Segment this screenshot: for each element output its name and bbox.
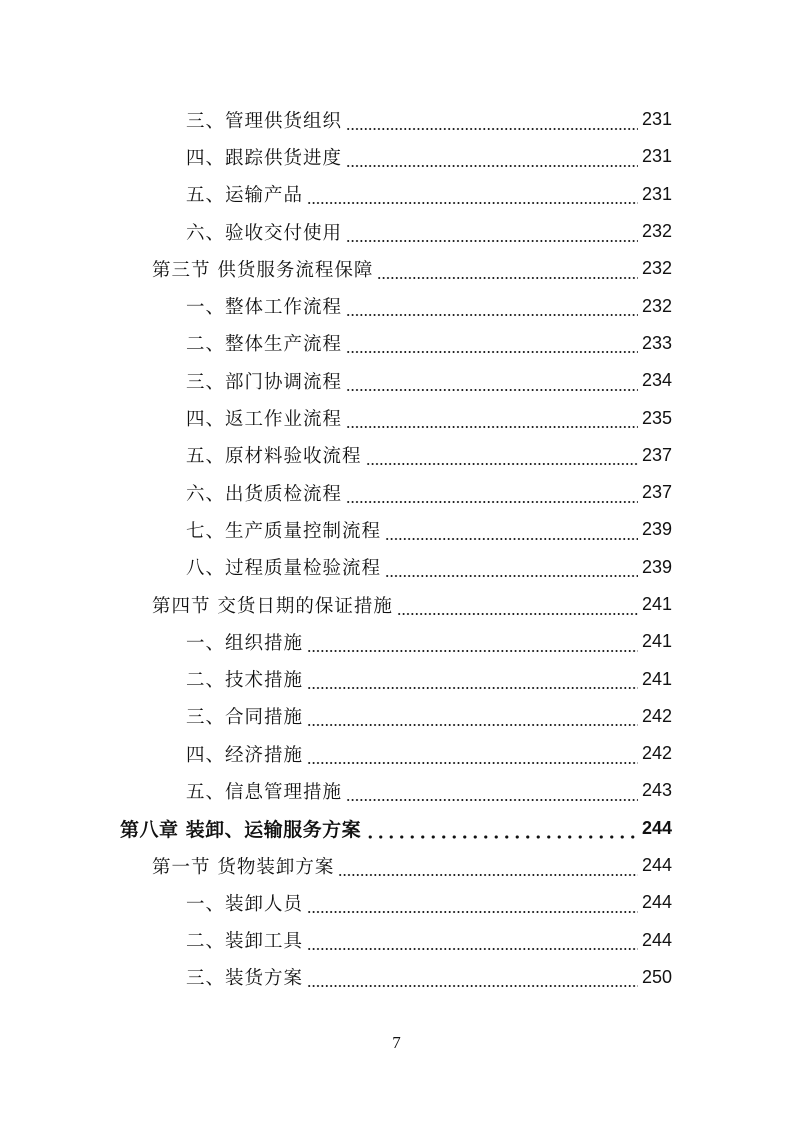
toc-entry-page: 235 <box>641 407 672 428</box>
dot-leader <box>385 538 638 540</box>
toc-entry-item[interactable] <box>0 884 672 921</box>
toc-entry-page: 244 <box>641 817 672 838</box>
dot-leader <box>346 389 638 391</box>
toc-entry-item[interactable] <box>0 959 672 996</box>
toc-entry-page: 234 <box>641 370 672 391</box>
toc-entry-page: 237 <box>641 444 672 465</box>
toc-entry-page: 233 <box>641 332 672 353</box>
toc-entry-page: 231 <box>641 146 672 167</box>
toc-entry-section[interactable] <box>0 586 672 623</box>
toc-entry-title: 第八章 装卸、运输服务方案 <box>120 818 362 841</box>
toc-entry-page: 232 <box>641 258 672 279</box>
dot-leader <box>338 874 638 876</box>
toc-entry-item[interactable] <box>0 623 672 660</box>
toc-entry-title: 第四节 交货日期的保证措施 <box>152 595 393 617</box>
toc-entry-title: 五、运输产品 <box>186 185 304 207</box>
toc-entry-item[interactable] <box>0 474 672 511</box>
dot-leader <box>365 835 638 839</box>
toc-entry-item[interactable] <box>0 549 672 586</box>
toc-entry-page: 244 <box>641 855 672 876</box>
toc-entry-page: 231 <box>641 183 672 204</box>
dot-leader <box>346 128 638 130</box>
toc-entry-title: 五、原材料验收流程 <box>186 446 362 468</box>
toc-entry-title: 八、过程质量检验流程 <box>186 558 382 580</box>
toc-entry-title: 二、技术措施 <box>186 670 304 692</box>
toc-entry-page: 241 <box>641 668 672 689</box>
toc-entry-item[interactable] <box>0 287 672 324</box>
toc-entry-title: 四、经济措施 <box>186 744 304 766</box>
dot-leader <box>307 687 638 689</box>
dot-leader <box>346 240 638 242</box>
toc-entry-item[interactable] <box>0 213 672 250</box>
toc-entry-item[interactable] <box>0 511 672 548</box>
toc-entry-title: 六、验收交付使用 <box>186 222 343 244</box>
toc-entry-item[interactable] <box>0 362 672 399</box>
toc-entry-page: 243 <box>641 780 672 801</box>
toc-entry-page: 232 <box>641 295 672 316</box>
dot-leader <box>397 613 638 615</box>
toc-entry-page: 231 <box>641 109 672 130</box>
toc-entry-title: 四、返工作业流程 <box>186 409 343 431</box>
dot-leader <box>307 650 638 652</box>
toc-entry-page: 237 <box>641 482 672 503</box>
dot-leader <box>307 762 638 764</box>
toc-entry-title: 三、部门协调流程 <box>186 371 343 393</box>
toc-entry-title: 五、信息管理措施 <box>186 781 343 803</box>
toc-entry-item[interactable] <box>0 101 672 138</box>
toc-entry-title: 一、装卸人员 <box>186 893 304 915</box>
dot-leader <box>385 575 638 577</box>
toc-entry-page: 239 <box>641 556 672 577</box>
toc-entry-item[interactable] <box>0 698 672 735</box>
toc-entry-title: 四、跟踪供货进度 <box>186 147 343 169</box>
toc-entry-chapter[interactable] <box>0 810 672 847</box>
toc-entry-title: 七、生产质量控制流程 <box>186 520 382 542</box>
dot-leader <box>346 351 638 353</box>
dot-leader <box>346 165 638 167</box>
toc-entry-item[interactable] <box>0 735 672 772</box>
dot-leader <box>307 948 638 950</box>
toc-entry-item[interactable] <box>0 437 672 474</box>
dot-leader <box>366 463 638 465</box>
toc-entry-title: 三、合同措施 <box>186 707 304 729</box>
toc-entry-title: 一、组织措施 <box>186 632 304 654</box>
toc-entry-title: 第一节 货物装卸方案 <box>152 856 335 878</box>
toc-entry-item[interactable] <box>0 325 672 362</box>
toc-entry-page: 241 <box>641 594 672 614</box>
toc-entry-item[interactable] <box>0 176 672 213</box>
dot-leader <box>346 314 638 316</box>
dot-leader <box>307 202 638 204</box>
page-number: 7 <box>392 1033 401 1052</box>
toc-entry-title: 六、出货质检流程 <box>186 483 343 505</box>
dot-leader <box>307 724 638 726</box>
dot-leader <box>346 426 638 428</box>
toc-entry-title: 三、装货方案 <box>186 968 304 990</box>
toc-entry-page: 242 <box>641 705 672 726</box>
toc-entry-item[interactable] <box>0 772 672 809</box>
dot-leader <box>307 985 638 987</box>
toc-entry-page: 239 <box>641 519 672 540</box>
toc-entry-section[interactable] <box>0 847 672 884</box>
toc-entry-item[interactable] <box>0 922 672 959</box>
toc-entry-title: 二、整体生产流程 <box>186 334 343 356</box>
toc-entry-page: 242 <box>641 743 672 764</box>
toc-entry-item[interactable] <box>0 138 672 175</box>
toc-entry-page: 241 <box>641 631 672 652</box>
table-of-contents <box>0 101 793 996</box>
dot-leader <box>307 911 638 913</box>
toc-entry-title: 二、装卸工具 <box>186 931 304 953</box>
toc-entry-page: 250 <box>641 966 672 987</box>
toc-entry-page: 232 <box>641 221 672 242</box>
toc-entry-item[interactable] <box>0 399 672 436</box>
toc-entry-title: 三、管理供货组织 <box>186 110 343 132</box>
toc-entry-title: 第三节 供货服务流程保障 <box>152 259 374 281</box>
toc-entry-title: 一、整体工作流程 <box>186 297 343 319</box>
dot-leader <box>346 799 638 801</box>
toc-entry-item[interactable] <box>0 660 672 697</box>
toc-entry-page: 244 <box>641 892 672 913</box>
toc-entry-section[interactable] <box>0 250 672 287</box>
dot-leader <box>377 277 638 279</box>
dot-leader <box>346 501 638 503</box>
toc-entry-page: 244 <box>641 929 672 950</box>
